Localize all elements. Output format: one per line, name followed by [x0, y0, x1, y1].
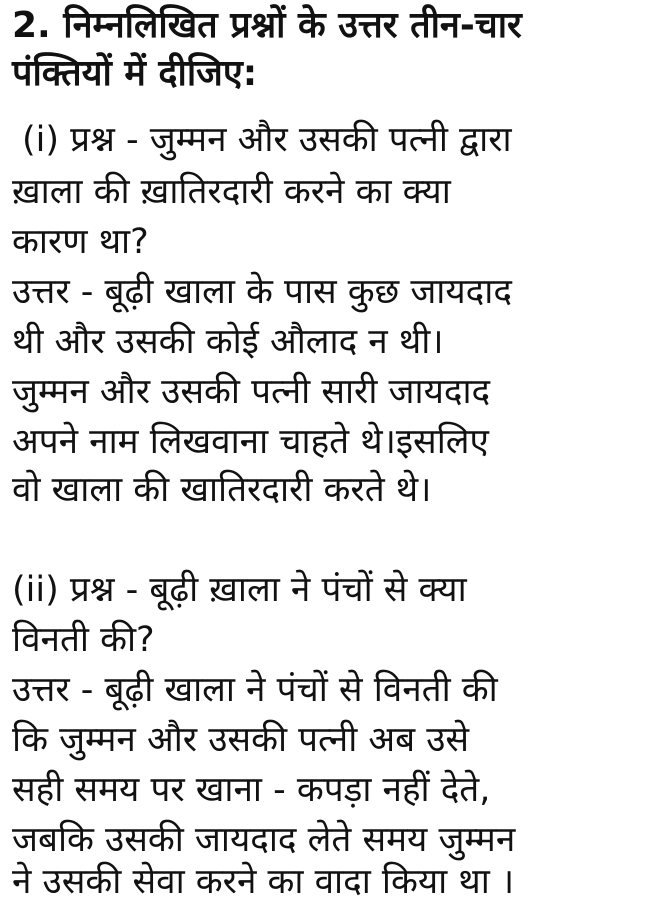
question-1-line-2: ख़ाला की ख़ातिरदारी करने का क्या [12, 172, 451, 212]
answer-1-line-1: उत्तर - बूढ़ी खाला के पास कुछ जायदाद [12, 272, 512, 312]
answer-2-line-4: जबकि उसकी जायदाद लेते समय जुम्मन [12, 820, 516, 860]
question-1-line-1: (i) प्रश्न - जुम्मन और उसकी पत्नी द्वारा [22, 120, 512, 160]
question-2-line-2: विनती की? [12, 620, 155, 660]
answer-1-line-2: थी और उसकी कोई औलाद न थी। [12, 322, 444, 362]
heading-line-1: 2. निम्नलिखित प्रश्नों के उत्तर तीन-चार [12, 5, 522, 46]
heading-line-2: पंक्तियों में दीजिए: [12, 53, 258, 94]
answer-1-line-3: जुम्मन और उसकी पत्नी सारी जायदाद [12, 372, 491, 412]
answer-1-line-4: अपने नाम लिखवाना चाहते थे।इसलिए [12, 422, 489, 462]
answer-1-line-5: वो खाला की खातिरदारी करते थे। [12, 470, 432, 510]
answer-2-line-3: सही समय पर खाना - कपड़ा नहीं देते, [12, 770, 491, 810]
answer-2-line-1: उत्तर - बूढ़ी खाला ने पंचों से विनती की [12, 670, 498, 710]
question-2-line-1: (ii) प्रश्न - बूढ़ी ख़ाला ने पंचों से क्या [12, 570, 467, 610]
answer-2-line-2: कि जुम्मन और उसकी पत्नी अब उसे [12, 720, 470, 760]
answer-2-line-5: ने उसकी सेवा करने का वादा किया था । [12, 862, 515, 902]
question-1-line-3: कारण था? [12, 222, 149, 262]
